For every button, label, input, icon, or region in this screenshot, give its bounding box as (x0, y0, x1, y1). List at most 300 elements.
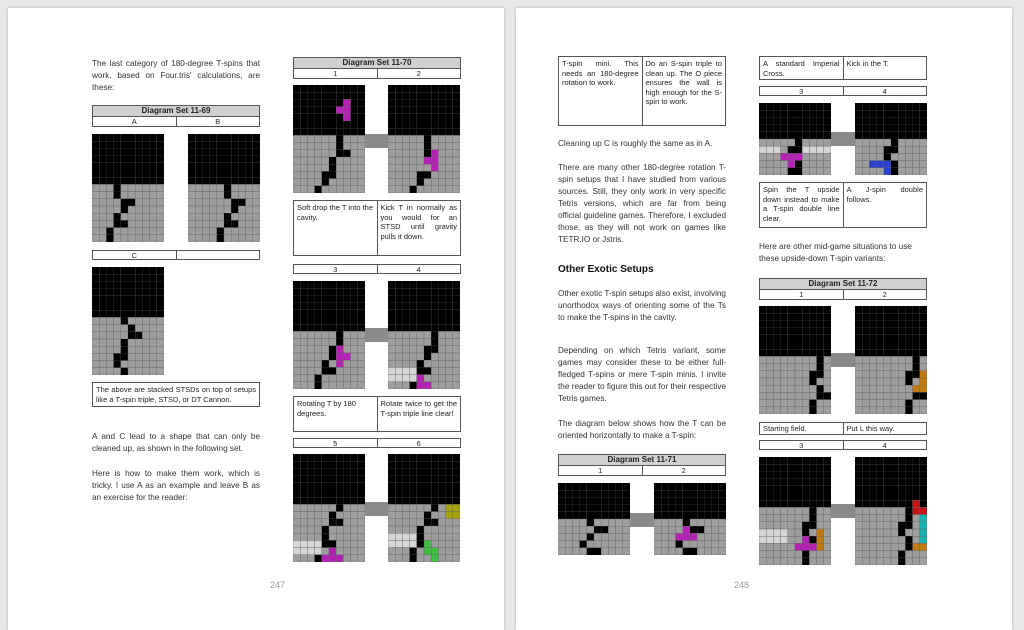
board-cell (661, 512, 668, 519)
board-cell (322, 555, 329, 562)
board-cell (905, 457, 912, 464)
depending-paragraph: Depending on which Tetris variant, some games may consider these to be either full-fledged T-spins or mere T-spin minis. I invite the reader to figure this out for their respective Tetris games. (558, 346, 726, 403)
board-cell (142, 177, 149, 184)
board-cell (402, 92, 409, 99)
board-cell (410, 548, 417, 555)
board-cell (106, 310, 113, 317)
board-cell (920, 551, 927, 558)
board-cell (438, 303, 445, 310)
board-cell (453, 186, 460, 193)
board-cell (453, 490, 460, 497)
board-cell (142, 134, 149, 141)
board-cell (315, 295, 322, 302)
board-cell (795, 342, 802, 349)
board-cell (712, 519, 719, 526)
board-cell (891, 536, 898, 543)
board-cell (336, 99, 343, 106)
board-cell (300, 504, 307, 511)
board-cell (424, 533, 431, 540)
board-cell (358, 339, 365, 346)
board-cell (410, 171, 417, 178)
board-cell (336, 150, 343, 157)
board-cell (431, 512, 438, 519)
diagram-set-70-title: Diagram Set 11-70 (293, 57, 461, 69)
board-cell (438, 186, 445, 193)
board-cell (358, 310, 365, 317)
board-cell (195, 235, 202, 242)
board-cell (809, 457, 816, 464)
board-cell (410, 461, 417, 468)
board-cell (128, 228, 135, 235)
board-cell (616, 526, 623, 533)
board-cell (594, 519, 601, 526)
board-cell (446, 317, 453, 324)
board-cell (891, 551, 898, 558)
board-cell (195, 170, 202, 177)
board-cell (824, 342, 831, 349)
board-cell (202, 134, 209, 141)
board-cell (898, 328, 905, 335)
board-cell (438, 382, 445, 389)
empty-cell (176, 251, 260, 259)
board-cell (446, 519, 453, 526)
board-cell (795, 400, 802, 407)
board-cell (135, 303, 142, 310)
board-cell (587, 533, 594, 540)
board-cell (307, 375, 314, 382)
board-cell (824, 378, 831, 385)
board-cell (438, 526, 445, 533)
board-cell (788, 536, 795, 543)
board-cell (817, 356, 824, 363)
board-cell (142, 206, 149, 213)
board-cell (862, 464, 869, 471)
board-cell (601, 548, 608, 555)
board-cell (580, 548, 587, 555)
board-cell (358, 555, 365, 562)
board-cell (809, 306, 816, 313)
board-cell (358, 128, 365, 135)
board-cell (300, 360, 307, 367)
board-cell (855, 125, 862, 132)
board-cell (601, 505, 608, 512)
board-cell (877, 378, 884, 385)
board-cell (224, 141, 231, 148)
board-cell (759, 328, 766, 335)
board-cell (608, 497, 615, 504)
board-cell (773, 558, 780, 565)
board-cell (759, 371, 766, 378)
board-cell (300, 164, 307, 171)
board-cell (336, 461, 343, 468)
board-cell (388, 382, 395, 389)
board-cell (773, 335, 780, 342)
board-cell (781, 349, 788, 356)
board-cell (898, 349, 905, 356)
board-cell (307, 114, 314, 121)
board-cell (210, 156, 217, 163)
board-cell (877, 400, 884, 407)
board-cell (862, 486, 869, 493)
board-cell (106, 368, 113, 375)
board-cell (809, 139, 816, 146)
board-cell (307, 331, 314, 338)
board-cell (329, 555, 336, 562)
board-cell (358, 157, 365, 164)
board-cell (824, 500, 831, 507)
board-cell (388, 526, 395, 533)
board-cell (905, 529, 912, 536)
board-cell (121, 325, 128, 332)
board-cell (704, 505, 711, 512)
board-cell (358, 526, 365, 533)
board-cell (322, 99, 329, 106)
board-cell (898, 146, 905, 153)
board-cell (388, 114, 395, 121)
board-cell (773, 407, 780, 414)
board-cell (676, 490, 683, 497)
board-cell (410, 135, 417, 142)
board-cell (343, 360, 350, 367)
board-cell (92, 170, 99, 177)
board-cell (293, 519, 300, 526)
upside-caption-b: A J-spin double follows. (843, 183, 927, 227)
board-cell (855, 500, 862, 507)
board-cell (293, 135, 300, 142)
board-cell (417, 526, 424, 533)
board-cell (766, 493, 773, 500)
board-cell (142, 213, 149, 220)
board-cell (210, 163, 217, 170)
board-cell (913, 378, 920, 385)
board-cell (817, 471, 824, 478)
board-cell (446, 128, 453, 135)
board-cell (358, 317, 365, 324)
board-cell (142, 163, 149, 170)
board-cell (231, 148, 238, 155)
board-cell (788, 457, 795, 464)
board-cell (802, 507, 809, 514)
board-cell (293, 99, 300, 106)
board-cell (891, 464, 898, 471)
board-cell (431, 171, 438, 178)
board-cell (654, 497, 661, 504)
board-cell (661, 497, 668, 504)
board-cell (773, 515, 780, 522)
board-cell (114, 220, 121, 227)
board-cell (855, 117, 862, 124)
board-cell (616, 512, 623, 519)
board-cell (300, 288, 307, 295)
board-cell (358, 533, 365, 540)
board-cell (402, 555, 409, 562)
board-cell (802, 342, 809, 349)
board-cell (446, 324, 453, 331)
board-cell (862, 306, 869, 313)
board-cell (438, 99, 445, 106)
board-cell (431, 135, 438, 142)
board-cell (862, 471, 869, 478)
board-cell (202, 220, 209, 227)
board-cell (395, 461, 402, 468)
board-cell (402, 461, 409, 468)
board-cell (898, 378, 905, 385)
board-cell (766, 543, 773, 550)
board-cell (329, 179, 336, 186)
board-cell (128, 163, 135, 170)
board-cell (202, 184, 209, 191)
board-cell (884, 342, 891, 349)
board-cell (862, 153, 869, 160)
board-cell (869, 392, 876, 399)
board-cell (157, 141, 164, 148)
board-cell (293, 454, 300, 461)
board-cell (300, 310, 307, 317)
board-cell (231, 163, 238, 170)
board-cell (898, 400, 905, 407)
board-cell (809, 529, 816, 536)
board-cell (358, 85, 365, 92)
board-cell (438, 121, 445, 128)
board-cell (336, 512, 343, 519)
board-cell (395, 295, 402, 302)
board-cell (128, 325, 135, 332)
board-cell (773, 529, 780, 536)
board-cell (809, 168, 816, 175)
board-cell (106, 325, 113, 332)
board-cell (358, 512, 365, 519)
board-cell (884, 335, 891, 342)
board-cell (128, 353, 135, 360)
board-cell (697, 483, 704, 490)
board-cell (884, 464, 891, 471)
board-cell (246, 141, 253, 148)
board-cell (395, 164, 402, 171)
board-cell (759, 161, 766, 168)
board-cell (654, 512, 661, 519)
board-cell (410, 121, 417, 128)
board-cell (99, 361, 106, 368)
board-cell (855, 558, 862, 565)
board-cell (795, 543, 802, 550)
board-cell (623, 483, 630, 490)
board-cell (351, 128, 358, 135)
board-cell (453, 179, 460, 186)
board-cell (654, 533, 661, 540)
board-cell (855, 493, 862, 500)
board-cell (446, 497, 453, 504)
board-cell (891, 471, 898, 478)
board-cell (884, 132, 891, 139)
board-cell (446, 555, 453, 562)
board-cell (759, 103, 766, 110)
board-cell (417, 186, 424, 193)
board-cell (336, 171, 343, 178)
board-cell (877, 110, 884, 117)
board-cell (358, 476, 365, 483)
board-cell (913, 103, 920, 110)
board-cell (795, 364, 802, 371)
board-cell (920, 306, 927, 313)
board-cell (135, 177, 142, 184)
board-cell (759, 385, 766, 392)
board-cell (417, 339, 424, 346)
board-cell (157, 235, 164, 242)
board-cell (135, 192, 142, 199)
board-cell (572, 490, 579, 497)
board-cell (157, 134, 164, 141)
board-cell (891, 320, 898, 327)
board-cell (92, 281, 99, 288)
board-cell (253, 206, 260, 213)
board-cell (558, 490, 565, 497)
board-cell (293, 303, 300, 310)
board-cell (224, 220, 231, 227)
board-cell (773, 146, 780, 153)
board-cell (869, 500, 876, 507)
board-cell (224, 228, 231, 235)
board-cell (307, 121, 314, 128)
exotic-paragraph: Other exotic T-spin setups also exist, involving unorthodox ways of orienting some of the Ts to make the T-spins in the cavity. (558, 289, 726, 322)
board-cell (855, 110, 862, 117)
board-cell (877, 464, 884, 471)
board-cell (608, 526, 615, 533)
board-cell (92, 346, 99, 353)
board-cell (142, 199, 149, 206)
board-cell (431, 186, 438, 193)
board-cell (654, 490, 661, 497)
caption-70-34 (293, 396, 461, 432)
board-cell (322, 367, 329, 374)
board-cell (781, 356, 788, 363)
board-cell (616, 483, 623, 490)
board-cell (351, 533, 358, 540)
board-cell (869, 110, 876, 117)
board-cell (905, 335, 912, 342)
board-cell (898, 529, 905, 536)
board-cell (315, 339, 322, 346)
board-cell (766, 558, 773, 565)
board-cell (238, 134, 245, 141)
board-cell (824, 153, 831, 160)
board-cell (431, 164, 438, 171)
board-cell (202, 206, 209, 213)
col-3-label: 3 (799, 87, 804, 96)
board-cell (759, 132, 766, 139)
board-cell (788, 364, 795, 371)
board-cell (114, 332, 121, 339)
board-cell (402, 476, 409, 483)
board-cell (417, 367, 424, 374)
board-cell (128, 339, 135, 346)
board-cell (913, 110, 920, 117)
board-cell (869, 320, 876, 327)
board-cell (781, 558, 788, 565)
board-cell (565, 519, 572, 526)
board-cell (431, 157, 438, 164)
board-cell (135, 228, 142, 235)
board-cell (608, 548, 615, 555)
board-cell (572, 548, 579, 555)
board-cell (395, 360, 402, 367)
board-cell (877, 507, 884, 514)
board-cell (824, 392, 831, 399)
board-cell (824, 364, 831, 371)
board-cell (195, 156, 202, 163)
board-cell (92, 274, 99, 281)
board-cell (307, 171, 314, 178)
diagram-set-72-header-34 (759, 440, 927, 450)
board-cell (395, 454, 402, 461)
board-cell (905, 125, 912, 132)
board-cell (358, 367, 365, 374)
board-cell (683, 526, 690, 533)
board-cell (809, 400, 816, 407)
board-cell (884, 507, 891, 514)
board-cell (402, 382, 409, 389)
board-cell (438, 164, 445, 171)
board-cell (92, 296, 99, 303)
board-cell (343, 135, 350, 142)
board-cell (157, 303, 164, 310)
board-cell (587, 519, 594, 526)
board-cell (329, 99, 336, 106)
board-cell (891, 522, 898, 529)
board-cell (862, 335, 869, 342)
board-cell (402, 483, 409, 490)
board-cell (690, 519, 697, 526)
board-cell (142, 346, 149, 353)
board-cell (773, 500, 780, 507)
board-cell (293, 490, 300, 497)
board-cell (824, 125, 831, 132)
board-cell (905, 479, 912, 486)
mini-caption-b: Do an S-spin triple to clean up. The O piece ensures the wall is high enough for the S-spin to work. (642, 57, 726, 125)
board-cell (795, 161, 802, 168)
board-cell (788, 385, 795, 392)
board-cell (336, 164, 343, 171)
board-cell (824, 313, 831, 320)
board-cell (809, 479, 816, 486)
board-cell (351, 107, 358, 114)
board-cell (293, 121, 300, 128)
board-cell (135, 332, 142, 339)
board-cell (157, 156, 164, 163)
board-cell (891, 356, 898, 363)
board-cell (210, 184, 217, 191)
board-cell (351, 339, 358, 346)
board-cell (99, 339, 106, 346)
board-cell (395, 331, 402, 338)
board-cell (351, 186, 358, 193)
board-cell (417, 540, 424, 547)
board-cell (809, 536, 816, 543)
board-cell (766, 161, 773, 168)
board-cell (395, 107, 402, 114)
board-cell (712, 548, 719, 555)
board-cell (135, 213, 142, 220)
board-cell (210, 206, 217, 213)
board-cell (565, 497, 572, 504)
board-cell (343, 99, 350, 106)
board-cell (322, 310, 329, 317)
board-cell (668, 541, 675, 548)
board-cell (315, 186, 322, 193)
board-cell (766, 313, 773, 320)
board-cell (920, 522, 927, 529)
board-cell (188, 170, 195, 177)
mini-caption-a: T-spin mini. This needs an 180-degree rotation to work. (562, 59, 639, 87)
